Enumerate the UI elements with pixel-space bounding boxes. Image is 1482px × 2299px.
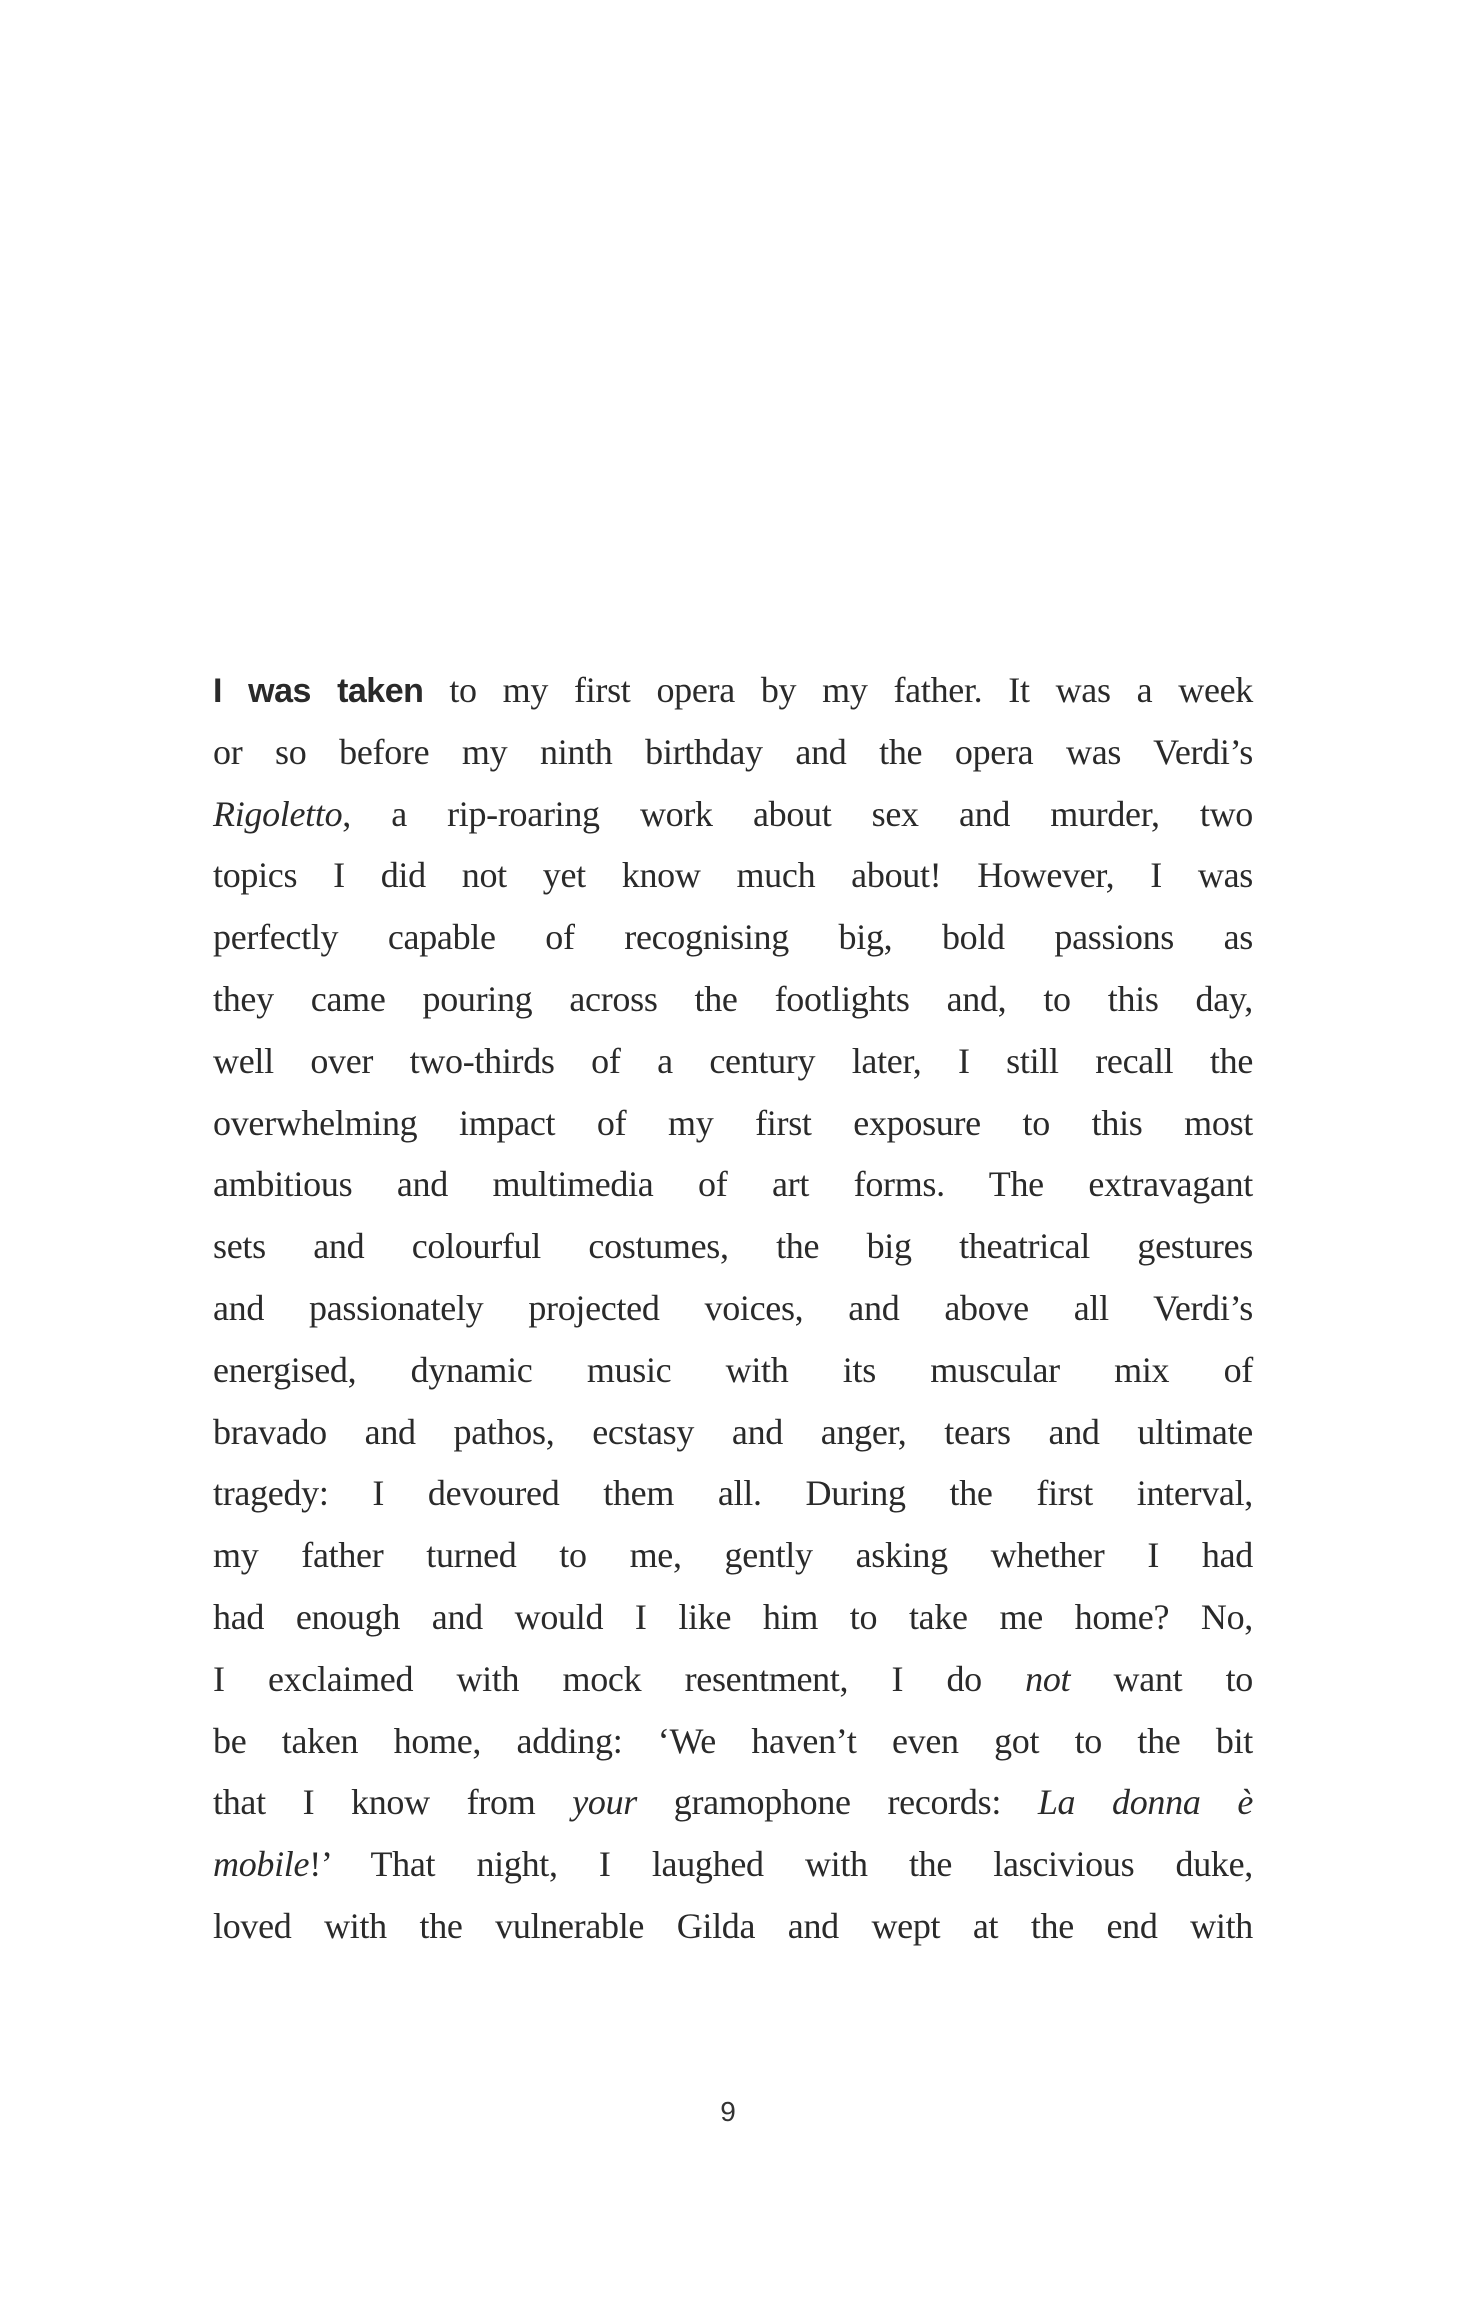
text-line: mobile!’ That night, I laughed with the lascivious duke, xyxy=(213,1844,1253,1885)
text-line: well over two-thirds of a century later, I still recall the xyxy=(213,1040,1253,1081)
text-line: be taken home, adding: ‘We haven’t even got to the bit xyxy=(213,1720,1253,1761)
text-line: Rigoletto, a rip-roaring work about sex and murder, two xyxy=(213,793,1253,834)
text-line: loved with the vulnerable Gilda and wept at the end with xyxy=(213,1905,1253,1946)
italic-title: Rigoletto xyxy=(213,793,343,834)
text-line: my father turned to me, gently asking whether I had xyxy=(213,1535,1253,1576)
text-line: perfectly capable of recognising big, bold passions as xyxy=(213,917,1253,958)
text-line: they came pouring across the footlights and, to this day, xyxy=(213,978,1253,1019)
text-line: that I know from your gramophone records: La donna è xyxy=(213,1782,1253,1823)
text-line: overwhelming impact of my first exposure to this most xyxy=(213,1102,1253,1143)
text-line: bravado and pathos, ecstasy and anger, tears and ultimate xyxy=(213,1411,1253,1452)
text-line: tragedy: I devoured them all. During the first interval, xyxy=(213,1473,1253,1514)
italic-emphasis: not xyxy=(1025,1658,1071,1699)
italic-aria-title: mobile xyxy=(213,1844,310,1885)
italic-emphasis: your xyxy=(572,1782,637,1823)
text-line: energised, dynamic music with its muscular mix of xyxy=(213,1349,1253,1390)
page-number: 9 xyxy=(720,2096,736,2127)
text-line: sets and colourful costumes, the big theatrical gestures xyxy=(213,1226,1253,1267)
text-line: topics I did not yet know much about! However, I was xyxy=(213,855,1253,896)
text-line: or so before my ninth birthday and the opera was Verdi’s xyxy=(213,731,1253,772)
body-text xyxy=(213,660,1253,1958)
italic-aria-title: La donna è xyxy=(1037,1782,1253,1823)
text-line: had enough and would I like him to take me home? No, xyxy=(213,1596,1253,1637)
text-line: and passionately projected voices, and above all Verdi’s xyxy=(213,1287,1253,1328)
text-line: I exclaimed with mock resentment, I do not want to xyxy=(213,1658,1253,1699)
text-line: I was taken to my first opera by my father. It was a week xyxy=(213,670,1253,710)
lead-in: I was taken xyxy=(213,672,424,710)
text-line: ambitious and multimedia of art forms. The extravagant xyxy=(213,1164,1253,1205)
